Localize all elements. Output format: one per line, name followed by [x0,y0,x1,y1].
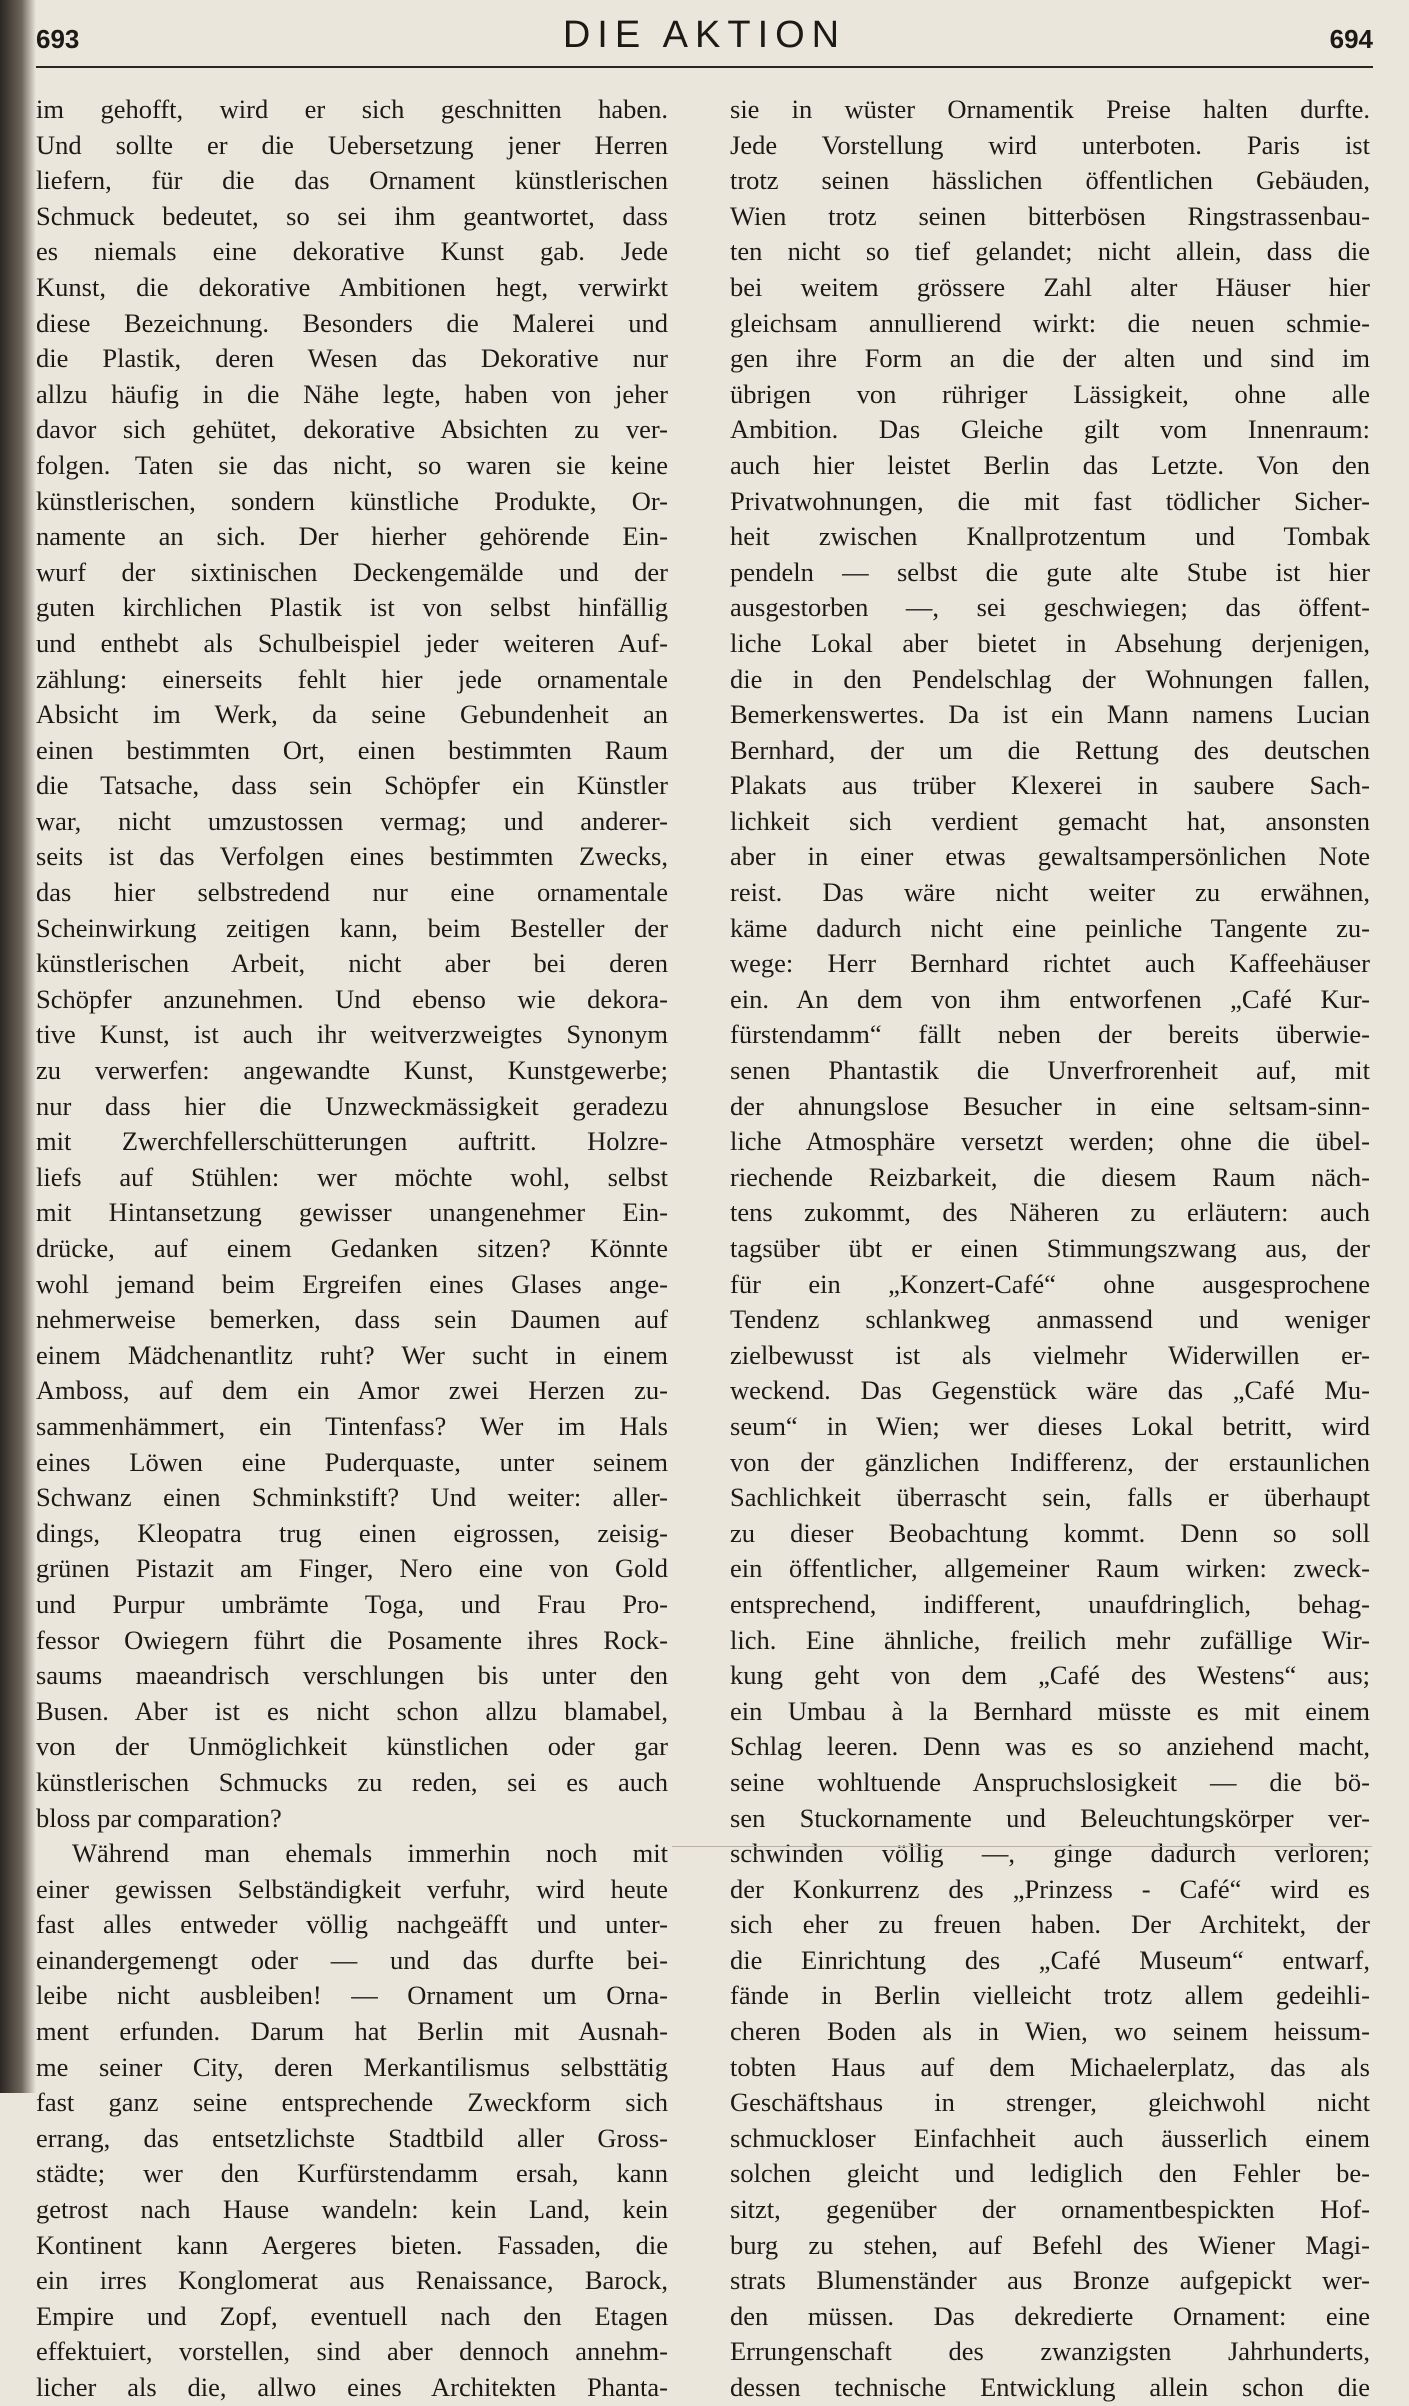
page-number-right: 694 [1329,24,1373,54]
text-line: Kunst, die dekorative Ambitionen hegt, verwirkt [36,271,668,302]
text-line: zählung: einerseits fehlt hier jede ornamentale [36,663,668,694]
text-line: lich. Eine ähnliche, freilich mehr zufällige Wir- [730,1624,1370,1655]
text-line: weckend. Das Gegenstück wäre das „Café Mu- [730,1375,1370,1406]
text-line: dings, Kleopatra trug einen eigrossen, zeisig- [36,1517,668,1548]
text-line: zu dieser Beobachtung kommt. Denn so soll [730,1517,1370,1548]
text-line: dessen technische Entwicklung allein schon die [730,2372,1370,2402]
text-line: errang, das entsetzlichste Stadtbild aller Gross- [36,2122,668,2153]
text-line: bei weitem grössere Zahl alter Häuser hier [730,271,1370,302]
text-line: entsprechend, indifferent, unaufdringlich, behag- [730,1588,1370,1619]
text-line: Schlag leeren. Denn was es so anziehend macht, [730,1731,1370,1762]
text-line: namente an sich. Der hierher gehörende Ein- [36,521,668,552]
text-line: eines Löwen eine Puderquaste, unter seinem [36,1446,668,1477]
text-line: sich eher zu freuen haben. Der Architekt, der [730,1909,1370,1940]
text-line: wohl jemand beim Ergreifen eines Glases ange- [36,1268,668,1299]
text-line: solchen gleicht und lediglich den Fehler be- [730,2158,1370,2189]
text-line: künstlerischen Arbeit, nicht aber bei deren [36,948,668,979]
text-line: Bemerkenswertes. Da ist ein Mann namens Lucian [730,699,1370,730]
text-line: ein Umbau à la Bernhard müsste es mit einem [730,1695,1370,1726]
text-line: getrost nach Hause wandeln: kein Land, kein [36,2194,668,2225]
text-line: Busen. Aber ist es nicht schon allzu blamabel, [36,1695,668,1726]
page-number-left: 693 [36,24,80,54]
text-line: schmuckloser Einfachheit auch äusserlich einem [730,2122,1370,2153]
text-line: diese Bezeichnung. Besonders die Malerei und [36,307,668,338]
text-line: Kontinent kann Aergeres bieten. Fassaden, die [36,2229,668,2260]
text-line: gen ihre Form an die der alten und sind im [730,343,1370,374]
text-line: Scheinwirkung zeitigen kann, beim Besteller der [36,912,668,943]
text-line: kung geht von dem „Café des Westens“ aus; [730,1660,1370,1691]
text-line: folgen. Taten sie das nicht, so waren sie keine [36,449,668,480]
text-line: lichkeit sich verdient gemacht hat, ansonsten [730,805,1370,836]
text-line: Wien trotz seinen bitterbösen Ringstrassenbau- [730,200,1370,231]
text-line: seits ist das Verfolgen eines bestimmten Zwecks, [36,841,668,872]
text-line: Schwanz einen Schminkstift? Und weiter: aller- [36,1482,668,1513]
text-line: sie in wüster Ornamentik Preise halten durfte. [730,94,1370,124]
text-line: Absicht im Werk, da seine Gebundenheit an [36,699,668,730]
text-line: künstlerischen Schmucks zu reden, sei es auch [36,1766,668,1797]
text-line: von der Unmöglichkeit künstlichen oder gar [36,1731,668,1762]
text-line: liefs auf Stühlen: wer möchte wohl, selbst [36,1161,668,1192]
text-line: sen Stuckornamente und Beleuchtungskörper ver- [730,1802,1370,1833]
text-line: aber in einer etwas gewaltsampersönlichen Note [730,841,1370,872]
text-line: allzu häufig in die Nähe legte, haben von jeher [36,378,668,409]
text-line: senen Phantastik die Unverfrorenheit auf, mit [730,1055,1370,1086]
text-line: riechende Reizbarkeit, die diesem Raum näch- [730,1161,1370,1192]
text-line: das hier selbstredend nur eine ornamentale [36,877,668,908]
text-line: ein öffentlicher, allgemeiner Raum wirken: zweck- [730,1553,1370,1584]
text-line: liche Atmosphäre versetzt werden; ohne die übel- [730,1126,1370,1157]
text-line: tive Kunst, ist auch ihr weitverzweigtes Synonym [36,1019,668,1050]
text-line: nur dass hier die Unzweckmässigkeit geradezu [36,1090,668,1121]
text-line: drücke, auf einem Gedanken sitzen? Könnte [36,1233,668,1263]
text-line: seine wohltuende Anspruchslosigkeit — die bö- [730,1766,1370,1797]
text-line: sitzt, gegenüber der ornamentbespickten Hof- [730,2194,1370,2225]
text-line: mit Hintansetzung gewisser unangenehmer Ein- [36,1197,668,1228]
text-line: guten kirchlichen Plastik ist von selbst hinfällig [36,592,668,623]
text-line: liche Lokal aber bietet in Absehung derjenigen, [730,627,1370,658]
text-line: Privatwohnungen, die mit fast tödlicher Sicher- [730,485,1370,516]
text-line: liefern, für die das Ornament künstlerischen [36,165,668,196]
text-line: Ambition. Das Gleiche gilt vom Innenraum: [730,414,1370,445]
text-line: ment erfunden. Darum hat Berlin mit Ausnah- [36,2016,668,2047]
left-text-column [36,92,668,2406]
text-line: wurf der sixtinischen Deckengemälde und der [36,556,668,587]
text-line: Tendenz schlankweg anmassend und weniger [730,1304,1370,1335]
text-line: von der gänzlichen Indifferenz, der erstaunlichen [730,1446,1370,1477]
text-line: tens zukommt, des Näheren zu erläutern: auch [730,1197,1370,1228]
text-line: Jede Vorstellung wird unterboten. Paris ist [730,129,1370,160]
text-line: sammenhämmert, ein Tintenfass? Wer im Hals [36,1410,668,1441]
text-line: grünen Pistazit am Finger, Nero eine von Gold [36,1553,668,1584]
text-line: den müssen. Das dekredierte Ornament: eine [730,2300,1370,2331]
text-line: schwinden völlig —, ginge dadurch verloren; [730,1838,1370,1869]
text-line: und Purpur umbrämte Toga, und Frau Pro- [36,1588,668,1619]
text-line: Errungenschaft des zwanzigsten Jahrhunderts, [730,2336,1370,2367]
text-line: ein irres Konglomerat aus Renaissance, Barock, [36,2265,668,2296]
page-gutter-shadow [0,0,36,2093]
text-line: käme dadurch nicht eine peinliche Tangente zu- [730,912,1370,943]
text-line: Bernhard, der um die Rettung des deutschen [730,734,1370,765]
text-line: Amboss, auf dem ein Amor zwei Herzen zu- [36,1375,668,1406]
text-line: einandergemengt oder — und das durfte bei- [36,1944,668,1975]
text-line: zu verwerfen: angewandte Kunst, Kunstgewerbe; [36,1055,668,1086]
text-line: künstlerischen, sondern künstliche Produkte, Or- [36,485,668,516]
text-line: effektuiert, vorstellen, sind aber dennoch annehm- [36,2336,668,2367]
text-line: fast ganz seine entsprechende Zweckform sich [36,2087,668,2118]
text-line: bloss par comparation? [36,1802,282,1833]
text-line: reist. Das wäre nicht weiter zu erwähnen, [730,877,1370,908]
text-line: einen bestimmten Ort, einen bestimmten Raum [36,734,668,765]
text-line: ausgestorben —, sei geschwiegen; das öffent- [730,592,1370,623]
text-line: und enthebt als Schulbeispiel jeder weiteren Auf- [36,627,668,658]
text-line: die Tatsache, dass sein Schöpfer ein Künstler [36,770,668,801]
text-line: mit Zwerchfellerschütterungen auftritt. Holzre- [36,1126,668,1157]
text-line: Sachlichkeit überrascht sein, falls er überhaupt [730,1482,1370,1513]
text-line: ten nicht so tief gelandet; nicht allein, dass die [730,236,1370,267]
text-line: ein. An dem von ihm entworfenen „Café Kur- [730,983,1370,1014]
header-rule [36,66,1373,68]
text-line: strats Blumenständer aus Bronze aufgepickt wer- [730,2265,1370,2296]
text-line: Und sollte er die Uebersetzung jener Herren [36,129,668,160]
text-line: licher als die, allwo eines Architekten Phanta- [36,2372,668,2402]
text-line: Geschäftshaus in strenger, gleichwohl nicht [730,2087,1370,2118]
text-line: pendeln — selbst die gute alte Stube ist hier [730,556,1370,587]
text-line: der Konkurrenz des „Prinzess - Café“ wird es [730,1873,1370,1904]
text-line: heit zwischen Knallprotzentum und Tombak [730,521,1370,552]
text-line: war, nicht umzustossen vermag; und anderer- [36,805,668,836]
text-line: me seiner City, deren Merkantilismus selbsttätig [36,2051,668,2082]
text-line: trotz seinen hässlichen öffentlichen Gebäuden, [730,165,1370,196]
text-line: die Einrichtung des „Café Museum“ entwarf, [730,1944,1370,1975]
text-line: es niemals eine dekorative Kunst gab. Jede [36,236,668,267]
text-line: auch hier leistet Berlin das Letzte. Von den [730,449,1370,480]
text-line: Empire und Zopf, eventuell nach den Etagen [36,2300,668,2331]
journal-title: DIE AKTION [562,14,847,56]
text-line: fast alles entweder völlig nachgeäfft und unter- [36,1909,668,1940]
margin-divider [672,1846,1372,1847]
text-line: burg zu stehen, auf Befehl des Wiener Magi- [730,2229,1370,2260]
text-line: im gehofft, wird er sich geschnitten haben. [36,94,668,124]
text-line: gleichsam annullierend wirkt: die neuen schmie- [730,307,1370,338]
text-line: tagsüber übt er einen Stimmungszwang aus, der [730,1233,1370,1263]
text-line: Plakats aus trüber Klexerei in saubere Sach- [730,770,1370,801]
text-line: tobten Haus auf dem Michaelerplatz, das als [730,2051,1370,2082]
text-line: fürstendamm“ fällt neben der bereits überwie- [730,1019,1370,1050]
text-line: der ahnungslose Besucher in eine seltsam-sinn- [730,1090,1370,1121]
text-line: cheren Boden als in Wien, wo seinem heissum- [730,2016,1370,2047]
text-line: zielbewusst ist als vielmehr Widerwillen er- [730,1339,1370,1370]
text-line: seum“ in Wien; wer dieses Lokal betritt, wird [730,1410,1370,1441]
text-line: fände in Berlin vielleicht trotz allem gedeihli- [730,1980,1370,2011]
page-header [36,14,1373,72]
text-line: leibe nicht ausbleiben! — Ornament um Orna- [36,1980,668,2011]
text-line: die Plastik, deren Wesen das Dekorative nur [36,343,668,374]
text-line: städte; wer den Kurfürstendamm ersah, kann [36,2158,668,2189]
right-text-column [730,92,1370,2406]
text-line: davor sich gehütet, dekorative Absichten zu ver- [36,414,668,445]
text-line: übrigen von rühriger Lässigkeit, ohne alle [730,378,1370,409]
text-line: einem Mädchenantlitz ruht? Wer sucht in einem [36,1339,668,1370]
text-line: einer gewissen Selbständigkeit verfuhr, wird heute [36,1873,668,1904]
text-line: für ein „Konzert-Café“ ohne ausgesprochene [730,1268,1370,1299]
text-line: die in den Pendelschlag der Wohnungen fallen, [730,663,1370,694]
text-line: saums maeandrisch verschlungen bis unter den [36,1660,668,1691]
text-line: Während man ehemals immerhin noch mit [72,1838,668,1869]
text-line: fessor Owiegern führt die Posamente ihres Rock- [36,1624,668,1655]
text-line: nehmerweise bemerken, dass sein Daumen auf [36,1304,668,1335]
text-line: wege: Herr Bernhard richtet auch Kaffeehäuser [730,948,1370,979]
text-line: Schmuck bedeutet, so sei ihm geantwortet, dass [36,200,668,231]
text-line: Schöpfer anzunehmen. Und ebenso wie dekora- [36,983,668,1014]
